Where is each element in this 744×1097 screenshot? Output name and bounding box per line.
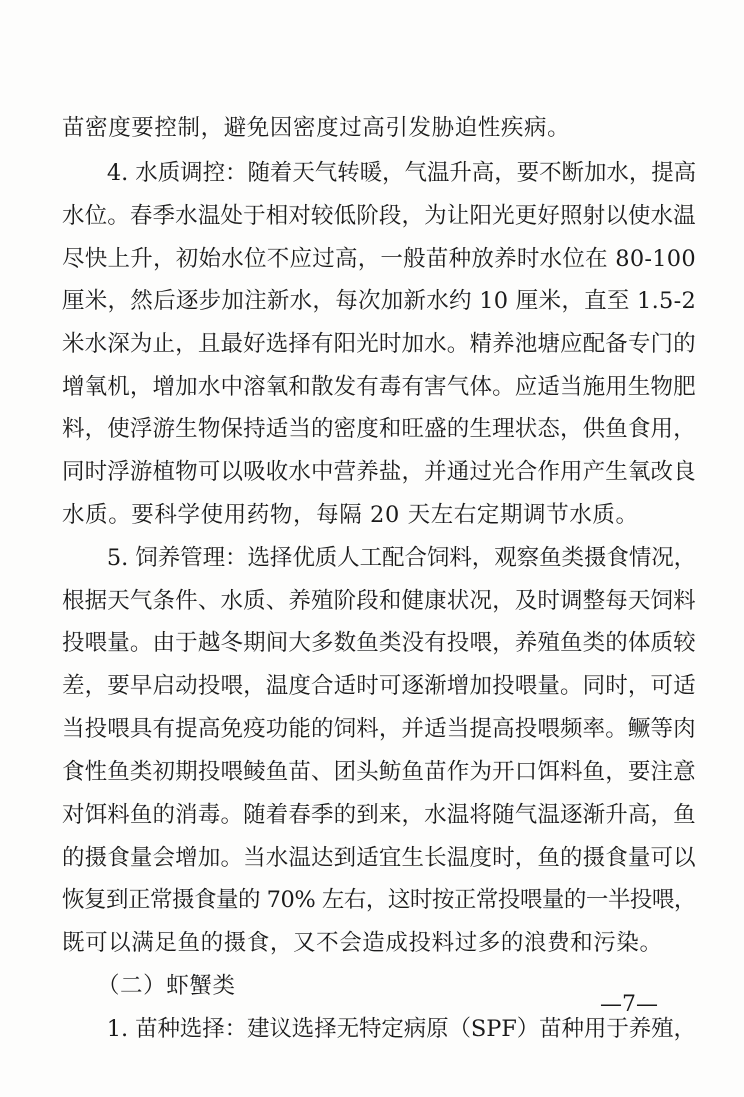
- text-line: 5. 饲养管理：选择优质人工配合饲料，观察鱼类摄食情况，: [62, 545, 697, 571]
- text-line: 米水深为止，且最好选择有阳光时加水。精养池塘应配备专门的: [62, 331, 696, 357]
- page-number: —7—: [600, 992, 658, 1017]
- text-line: 的摄食量会增加。当水温达到适宜生长温度时，鱼的摄食量可以: [62, 845, 696, 871]
- text-line: 尽快上升，初始水位不应过高，一般苗种放养时水位在 80-100: [62, 246, 696, 272]
- text-line: 投喂量。由于越冬期间大多数鱼类没有投喂，养殖鱼类的体质较: [62, 630, 696, 656]
- text-line: 厘米，然后逐步加注新水，每次加新水约 10 厘米，直至 1.5-2: [62, 288, 697, 314]
- text-line: 根据天气条件、水质、养殖阶段和健康状况，及时调整每天饲料: [62, 588, 696, 614]
- text-line: 恢复到正常摄食量的 70% 左右，这时按正常投喂量的一半投喂，: [62, 887, 696, 913]
- text-line: 水质。要科学使用药物，每隔 20 天左右定期调节水质。: [62, 502, 639, 528]
- text-line: 4. 水质调控：随着天气转暖，气温升高，要不断加水，提高: [62, 160, 697, 186]
- text-line: 食性鱼类初期投喂鲮鱼苗、团头鲂鱼苗作为开口饵料鱼，要注意: [62, 759, 696, 785]
- text-line: 水位。春季水温处于相对较低阶段，为让阳光更好照射以使水温: [62, 203, 696, 229]
- text-line: 增氧机，增加水中溶氧和散发有毒有害气体。应适当施用生物肥: [62, 374, 696, 400]
- section-heading: （二）虾蟹类: [62, 973, 236, 999]
- text-line: 差，要早启动投喂，温度合适时可逐渐增加投喂量。同时，可适: [62, 673, 696, 699]
- text-line: 苗密度要控制，避免因密度过高引发胁迫性疾病。: [62, 115, 571, 141]
- text-line: 1. 苗种选择：建议选择无特定病原（SPF）苗种用于养殖，: [62, 1016, 696, 1042]
- text-line: 当投喂具有提高免疫功能的饲料，并适当提高投喂频率。鳜等肉: [62, 716, 696, 742]
- text-line: 对饵料鱼的消毒。随着春季的到来，水温将随气温逐渐升高，鱼: [62, 802, 696, 828]
- text-line: 同时浮游植物可以吸收水中营养盐，并通过光合作用产生氧改良: [62, 459, 696, 485]
- text-line: 料，使浮游生物保持适当的密度和旺盛的生理状态，供鱼食用，: [62, 416, 696, 442]
- text-line: 既可以满足鱼的摄食，又不会造成投料过多的浪费和污染。: [62, 930, 663, 956]
